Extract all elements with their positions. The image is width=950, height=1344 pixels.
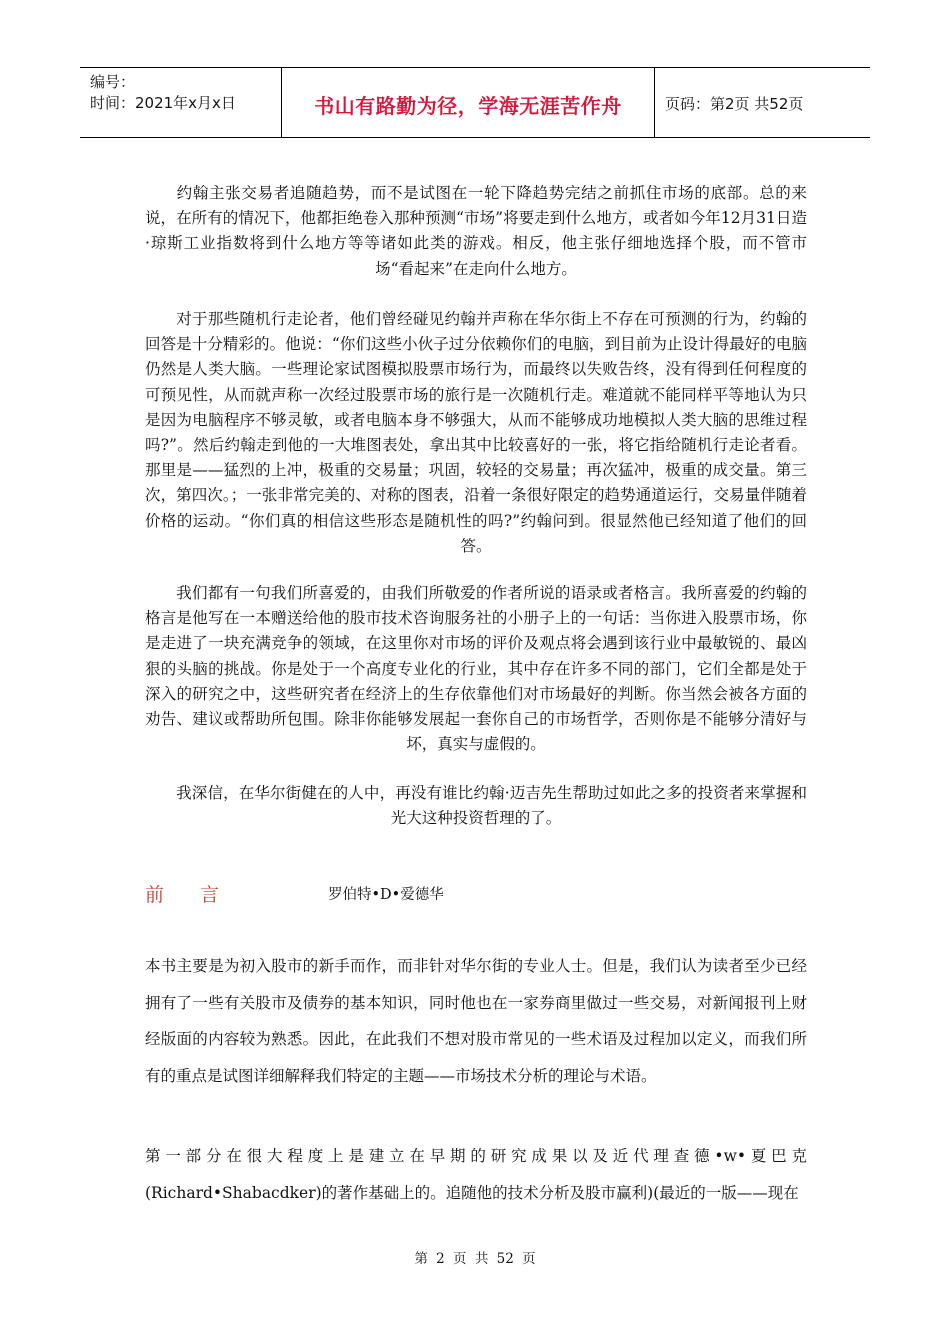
preface-title: 前言 <box>145 884 256 906</box>
header-motto: 书山有路勤为径，学海无涯苦作舟 <box>314 94 622 118</box>
paragraph-2 <box>145 307 807 559</box>
preface-paragraph-1 <box>145 948 807 1094</box>
page-footer: 第 2 页 共 52 页 <box>414 1251 536 1267</box>
paragraph-1 <box>145 181 807 282</box>
document-header <box>80 67 870 138</box>
paragraph-text: 我们都有一句我们所喜爱的，由我们所敬爱的作者所说的语录或者格言。我所喜爱的约翰的格言是他写在一本赠送给他的股市技术咨询服务社的小册子上的一句话：当你进入股票市场，你是走进了一块充满竞争的领域，在这里你对市场的评价及观点将会遇到该行业中最敏锐的、最凶狠的头脑的挑战。你是处于一个高度专业化的行业，其中存在许多不同的部门，它们全都是处于深入的研究之中，这些研究者在经济上的生存依靠他们对市场最好的判断。你当然会被各方面的劝告、建议或帮助所包围。除非你能够发展起一套你自己的市场哲学，否则你是不能够分清好与坏，真实与虚假的。 <box>145 584 807 754</box>
preface-paragraph-2 <box>145 1138 807 1211</box>
document-number-label: 编号： <box>90 73 136 91</box>
paragraph-4 <box>145 781 807 831</box>
header-meta-cell <box>80 68 282 137</box>
paragraph-text: 本书主要是为初入股市的新手而作，而非针对华尔街的专业人士。但是，我们认为读者至少已经拥有了一些有关股市及债券的基本知识，同时他也在一家券商里做过一些交易，对新闻报刊上财经版面的内容较为熟悉。因此，在此我们不想对股市常见的一些术语及过程加以定义，而我们所有的重点是试图详细解释我们特定的主题——市场技术分析的理论与术语。 <box>145 957 807 1085</box>
preface-author: 罗伯特•D•爱德华 <box>328 887 444 903</box>
header-motto-cell <box>282 68 655 137</box>
paragraph-text: 我深信，在华尔街健在的人中，再没有谁比约翰·迈吉先生帮助过如此之多的投资者来掌握和光大这种投资哲理的了。 <box>176 784 807 828</box>
header-page-cell <box>655 68 870 137</box>
paragraph-text: 对于那些随机行走论者，他们曾经碰见约翰并声称在华尔街上不存在可预测的行为，约翰的回答是十分精彩的。他说：“你们这些小伙子过分依赖你们的电脑，到目前为止设计得最好的电脑仍然是人类大脑。一些理论家试图模拟股票市场行为，而最终以失败告终，没有得到任何程度的可预见性，从而就声称一次经过股票市场的旅行是一次随机行走。难道就不能同样平等地认为只是因为电脑程序不够灵敏，或者电脑本身不够强大，从而不能够成功地模拟人类大脑的思维过程吗?”。然后约翰走到他的一大堆图表处，拿出其中比较喜好的一张，将它指给随机行走论者看。那里是——猛烈的上冲，极重的交易量；巩固，较轻的交易量；再次猛冲，极重的成交量。第三次，第四次。；一张非常完美的、对称的图表，沿着一条很好限定的趋势通道运行，交易量伴随着价格的运动。“你们真的相信这些形态是随机性的吗?”约翰问到。很显然他已经知道了他们的回答。 <box>145 310 807 555</box>
header-page-info: 页码：第2页 共52页 <box>665 95 804 113</box>
preface-heading <box>145 880 807 908</box>
paragraph-3 <box>145 581 807 757</box>
paragraph-text: 第一部分在很大程度上是建立在早期的研究成果以及近代理查德•w•夏巴克(Richard•Shabacdker)的著作基础上的。追随他的技术分析及股市赢利)(最近的一版——现在 <box>145 1147 807 1202</box>
document-date: 时间：2021年x月x日 <box>90 94 236 112</box>
paragraph-text: 约翰主张交易者追随趋势，而不是试图在一轮下降趋势完结之前抓住市场的底部。总的来说，在所有的情况下，他都拒绝卷入那种预测“市场”将要走到什么地方，或者如今年12月31日造·琼斯工业指数将到什么地方等等诸如此类的游戏。相反，他主张仔细地选择个股，而不管市场“看起来”在走向什么地方。 <box>145 184 807 278</box>
